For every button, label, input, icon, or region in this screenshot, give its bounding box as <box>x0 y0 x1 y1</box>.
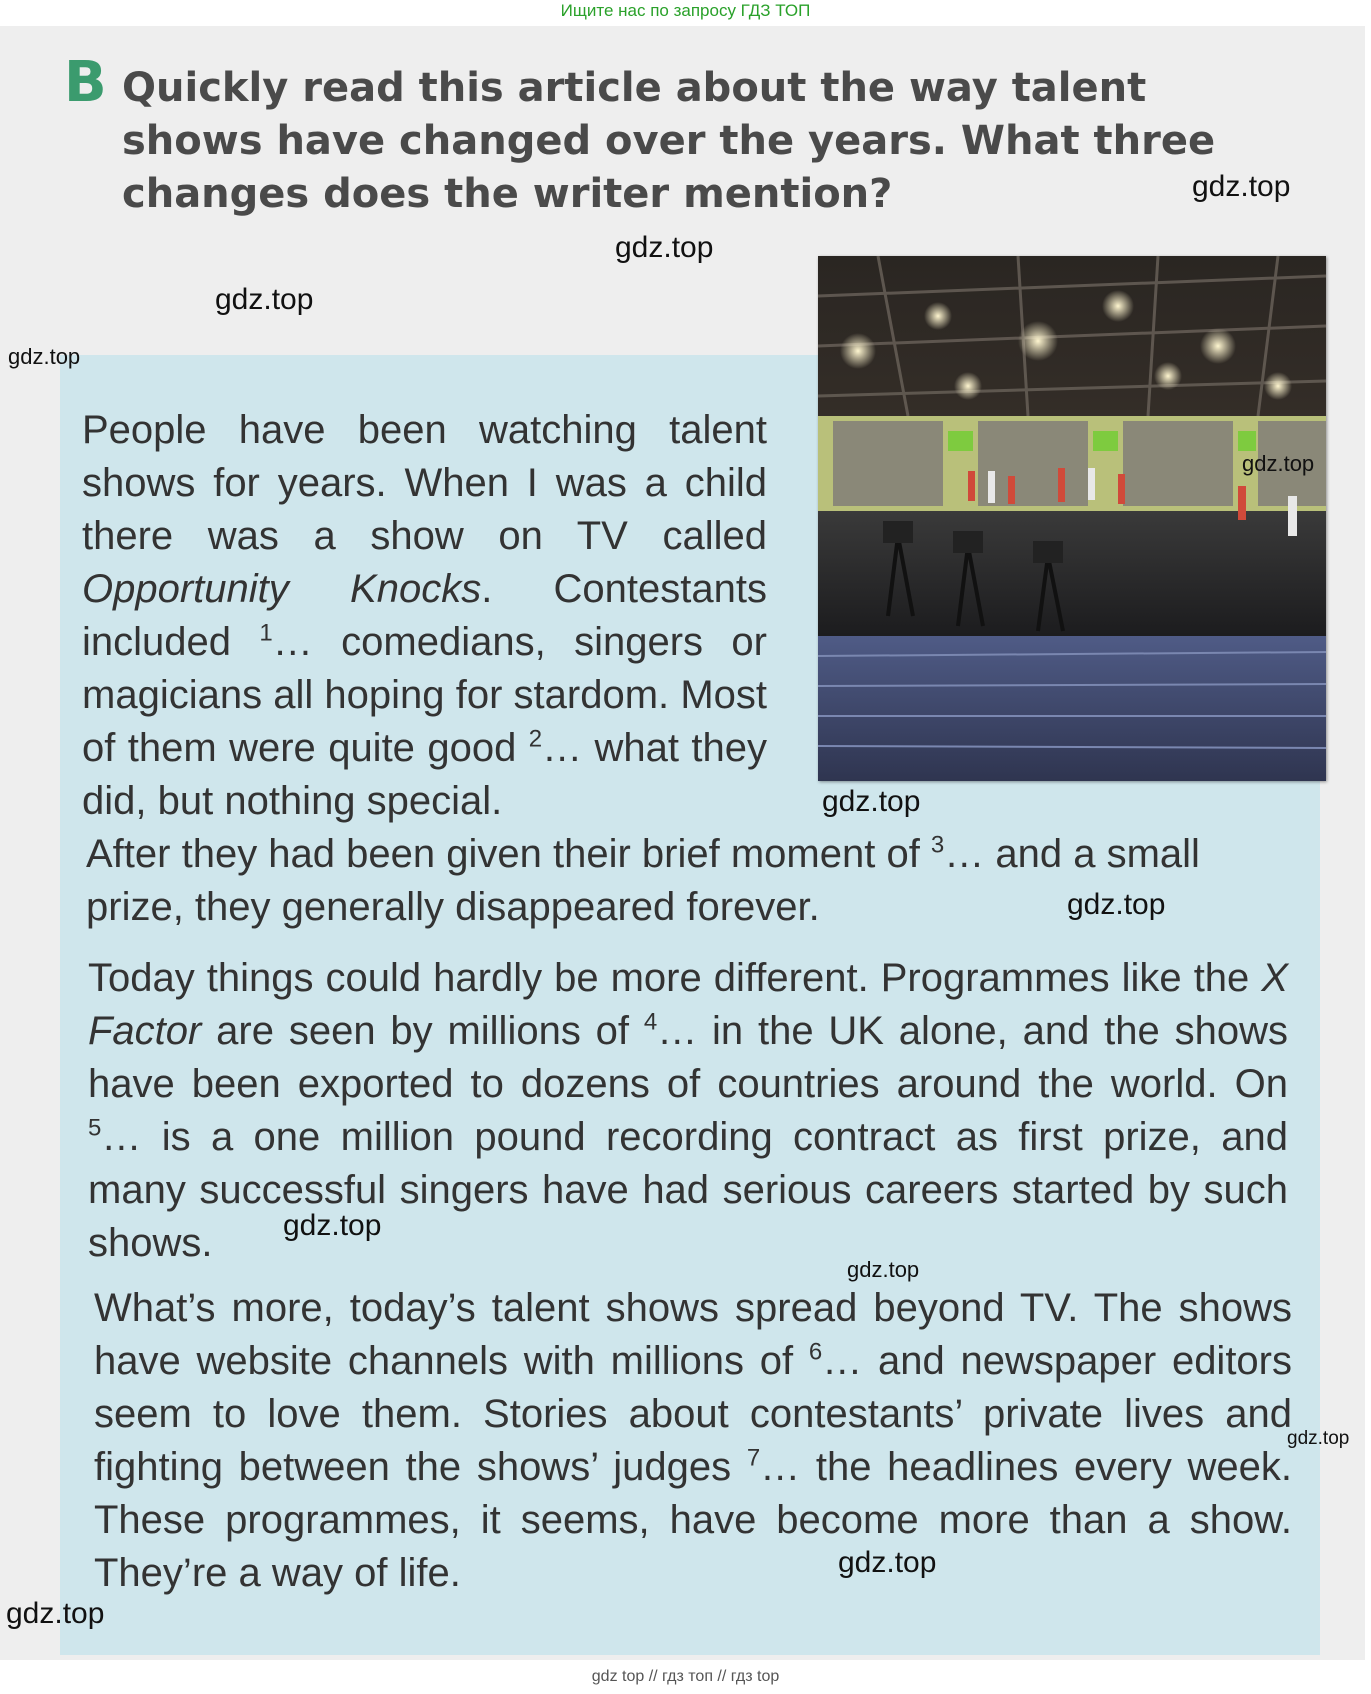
watermark: gdz.top <box>847 1257 920 1282</box>
watermark: gdz.top <box>6 1597 105 1630</box>
watermark: gdz.top <box>838 1546 937 1579</box>
top-banner[interactable]: Ищите нас по запросу ГДЗ ТОП <box>560 1 811 20</box>
watermark: gdz.top <box>822 785 921 818</box>
bottom-banner[interactable]: gdz top // гдз топ // гдз top <box>591 1668 780 1685</box>
watermark: gdz.top <box>615 231 714 264</box>
watermark: gdz.top <box>215 283 314 316</box>
task-letter: B <box>64 50 107 115</box>
tv-studio-image <box>818 256 1326 781</box>
gap-number: 1 <box>259 619 273 647</box>
watermark: gdz.top <box>283 1209 382 1242</box>
article-paragraph-1-continued: After they had been given their brief moment of $^3$… and a small prize, they generally disappeared forever. <box>86 831 1200 929</box>
gap-number: 3 <box>930 831 945 859</box>
watermark: gdz.top <box>1242 451 1315 476</box>
watermark: gdz.top <box>1287 1428 1350 1449</box>
article-paragraph-2: Today things could hardly be more different. Programmes like the X Factor are seen by millions of $^4$… in the UK alone, and the shows have been exported to dozens of countries around the world. On $^5$… is a one million pound recording contract as first prize, and many successful singers have had serious careers started by such shows. <box>88 956 1288 1265</box>
gap-number: 6 <box>808 1338 823 1366</box>
gap-number: 4 <box>643 1008 658 1036</box>
article-paragraph-3: What’s more, today’s talent shows spread beyond TV. The shows have website channels with millions of $^6$… and newspaper editors seem to love them. Stories about contestants’ private lives and fighting between the shows’ judges $^7$… the headlines every week. These programmes, it seems, have become more than a show. They’re a way of life. <box>94 1286 1293 1595</box>
task-instruction: Quickly read this article about the way talent shows have changed over the years. What three changes does the writer mention? <box>122 65 1216 217</box>
gap-number: 7 <box>746 1444 761 1472</box>
watermark: gdz.top <box>8 344 81 369</box>
watermark: gdz.top <box>1192 170 1291 203</box>
gap-number: 2 <box>528 725 543 753</box>
watermark: gdz.top <box>1067 888 1166 921</box>
article-paragraph-1: People have been watching talent shows for years. When I was a child there was a show on TV called Opportunity Knocks. Contestants included $^1$… comedians, singers or magicians all hoping for stardom. Most of them were quite good $^2$… what they did, but nothing special. <box>82 408 767 823</box>
gap-number: 5 <box>88 1114 102 1142</box>
